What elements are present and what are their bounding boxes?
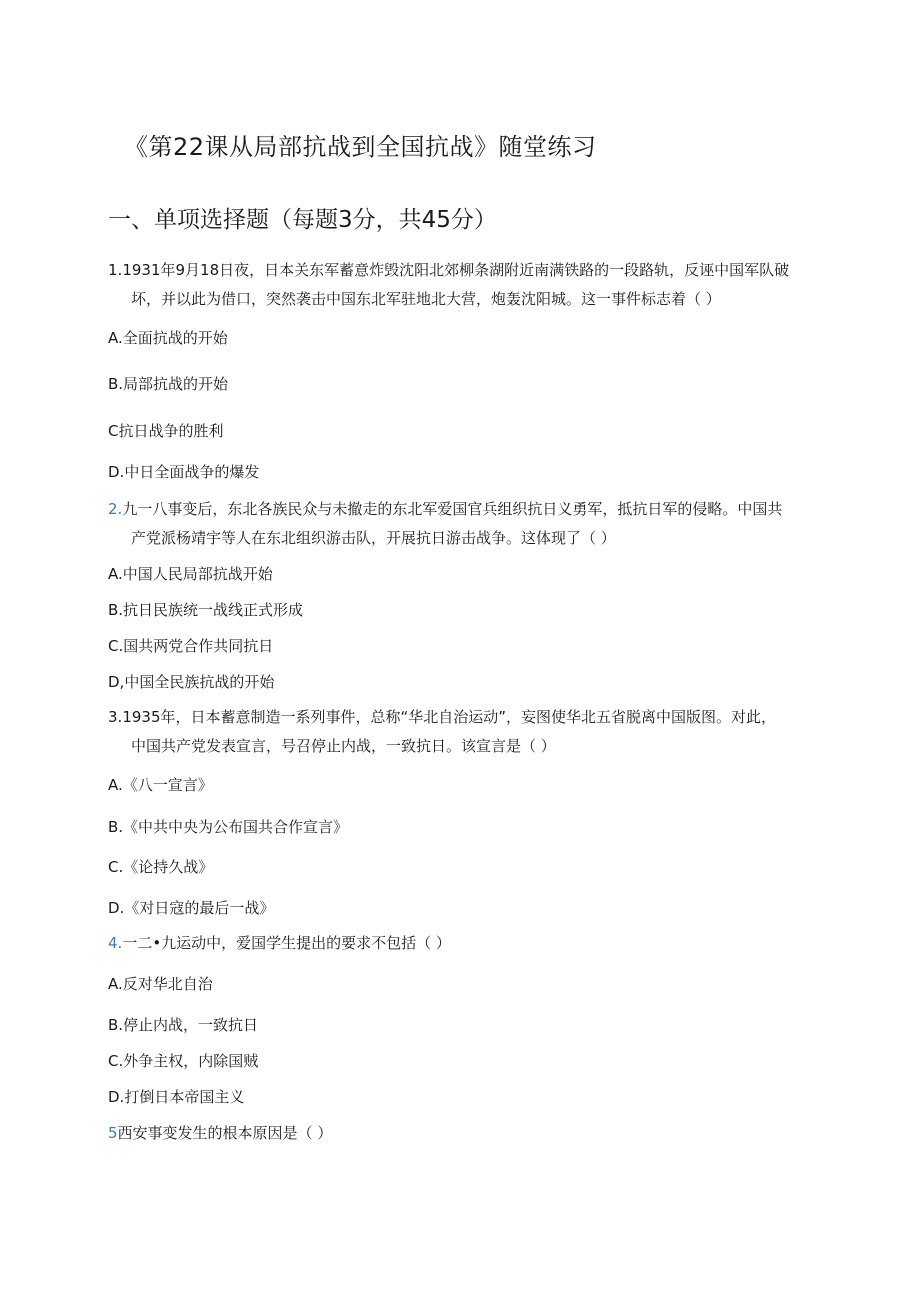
question-1-option-c: C抗日战争的胜利 (108, 422, 224, 440)
question-2-line-1: 2.九一八事变后，东北各族民众与未撤走的东北军爱国官兵组织抗日义勇军，抵抗日军的侵略。中国共 (108, 500, 783, 518)
question-1-option-a: A.全面抗战的开始 (108, 329, 228, 347)
question-3-option-d: D.《对日寇的最后一战》 (108, 899, 275, 917)
question-4-option-c: C.外争主权，内除国贼 (108, 1052, 259, 1070)
question-1-line-1: 1.1931年9月18日夜，日本关东军蓄意炸毁沈阳北郊柳条湖附近南满铁路的一段路轨，反诬中国军队破 (108, 261, 790, 279)
question-number: 1. (108, 261, 123, 279)
question-3 (108, 703, 820, 761)
question-4-option-a: A.反对华北自治 (108, 975, 213, 993)
question-3-line-2: 中国共产党发表宣言，号召停止内战，一致抗日。该宣言是（ ） (131, 737, 556, 755)
document-title: 《第22课从局部抗战到全国抗战》随堂练习 (124, 133, 597, 161)
question-2-option-b: B.抗日民族统一战线正式形成 (108, 601, 304, 619)
question-2-option-c: C.国共两党合作共同抗日 (108, 637, 274, 655)
question-1-option-d: D.中日全面战争的爆发 (108, 463, 260, 481)
question-1-line-2: 坏，并以此为借口，突然袭击中国东北军驻地北大营，炮轰沈阳城。这一事件标志着（ ） (131, 290, 721, 308)
question-5-line-1: 5西安事变发生的根本原因是（ ） (108, 1124, 333, 1142)
section-title: 一、单项选择题（每题3分，共45分） (108, 207, 497, 233)
question-number: 5 (108, 1124, 118, 1142)
question-number: 3. (108, 708, 123, 726)
question-4 (108, 929, 820, 958)
question-3-line-1: 3.1935年，日本蓄意制造一系列事件，总称“华北自治运动”，妄图使华北五省脱离中国版图。对此， (108, 708, 777, 726)
question-4-option-d: D.打倒日本帝国主义 (108, 1088, 245, 1106)
question-number: 2. (108, 500, 123, 518)
question-number: 4. (108, 934, 123, 952)
question-2-line-2: 产党派杨靖宇等人在东北组织游击队，开展抗日游击战争。这体现了（ ） (131, 529, 616, 547)
question-1 (108, 256, 820, 314)
question-4-line-1: 4.一二•九运动中，爱国学生提出的要求不包括（ ） (108, 934, 451, 952)
question-3-option-a: A.《八一宣言》 (108, 776, 213, 794)
question-4-option-b: B.停止内战，一致抗日 (108, 1016, 259, 1034)
question-3-option-c: C.《论持久战》 (108, 858, 214, 876)
question-1-option-b: B.局部抗战的开始 (108, 375, 229, 393)
question-3-option-b: B.《中共中央为公布国共合作宣言》 (108, 818, 349, 836)
question-2-option-d: D,中国全民族抗战的开始 (108, 673, 275, 691)
question-2-option-a: A.中国人民局部抗战开始 (108, 565, 273, 583)
question-2 (108, 495, 820, 553)
question-5 (108, 1119, 820, 1148)
